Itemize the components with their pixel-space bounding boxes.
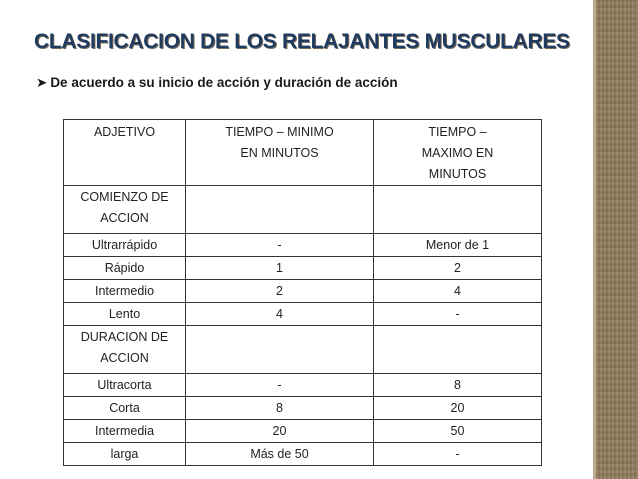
header-adjetivo	[64, 120, 186, 186]
section-comienzo-line1: COMIENZO DE	[80, 190, 169, 204]
header-min-line2: EN MINUTOS	[240, 146, 319, 160]
arrow-bullet-icon: ➤	[36, 75, 48, 90]
header-max-line1: TIEMPO –	[428, 125, 487, 139]
cell-min: 8	[186, 397, 374, 420]
cell-min: -	[186, 234, 374, 257]
cell-adjetivo: Intermedio	[64, 280, 186, 303]
cell-min: -	[186, 374, 374, 397]
section-label-duracion	[64, 326, 186, 374]
table-row	[64, 420, 542, 443]
cell-min: 4	[186, 303, 374, 326]
table-row	[64, 397, 542, 420]
cell-adjetivo: Lento	[64, 303, 186, 326]
table-cell-empty	[186, 186, 374, 234]
table-cell-empty	[374, 326, 542, 374]
header-min-line1: TIEMPO – MINIMO	[225, 125, 334, 139]
cell-max: 50	[374, 420, 542, 443]
header-adjetivo-text: ADJETIVO	[93, 125, 156, 139]
header-tiempo-maximo	[374, 120, 542, 186]
cell-max: 4	[374, 280, 542, 303]
subtitle-text: De acuerdo a su inicio de acción y duración de acción	[50, 75, 398, 90]
section-label-comienzo	[64, 186, 186, 234]
table-row	[64, 280, 542, 303]
cell-max: 2	[374, 257, 542, 280]
classification-table	[63, 119, 542, 466]
table-row	[64, 303, 542, 326]
side-texture-band	[596, 0, 638, 479]
slide-subtitle	[36, 75, 398, 91]
table-cell-empty	[186, 326, 374, 374]
section-duracion-line2: ACCION	[100, 351, 149, 365]
slide-title: CLASIFICACION DE LOS RELAJANTES MUSCULARES	[34, 30, 570, 53]
cell-adjetivo: Corta	[64, 397, 186, 420]
section-row-comienzo	[64, 186, 542, 234]
cell-max: -	[374, 443, 542, 466]
cell-max: 8	[374, 374, 542, 397]
section-duracion-line1: DURACION DE	[80, 330, 169, 344]
table-row	[64, 234, 542, 257]
table-header-row	[64, 120, 542, 186]
cell-min: 1	[186, 257, 374, 280]
table-row	[64, 443, 542, 466]
cell-adjetivo: Intermedia	[64, 420, 186, 443]
cell-min: 2	[186, 280, 374, 303]
cell-min: Más de 50	[186, 443, 374, 466]
cell-max: 20	[374, 397, 542, 420]
header-max-line3: MINUTOS	[428, 167, 487, 181]
section-row-duracion	[64, 326, 542, 374]
cell-adjetivo: larga	[64, 443, 186, 466]
table-cell-empty	[374, 186, 542, 234]
cell-max: -	[374, 303, 542, 326]
cell-max: Menor de 1	[374, 234, 542, 257]
cell-adjetivo: Ultracorta	[64, 374, 186, 397]
cell-adjetivo: Ultrarrápido	[64, 234, 186, 257]
cell-adjetivo: Rápido	[64, 257, 186, 280]
header-max-line2: MAXIMO EN	[421, 146, 494, 160]
table-row	[64, 257, 542, 280]
cell-min: 20	[186, 420, 374, 443]
section-comienzo-line2: ACCION	[100, 211, 149, 225]
header-tiempo-minimo	[186, 120, 374, 186]
table-row	[64, 374, 542, 397]
